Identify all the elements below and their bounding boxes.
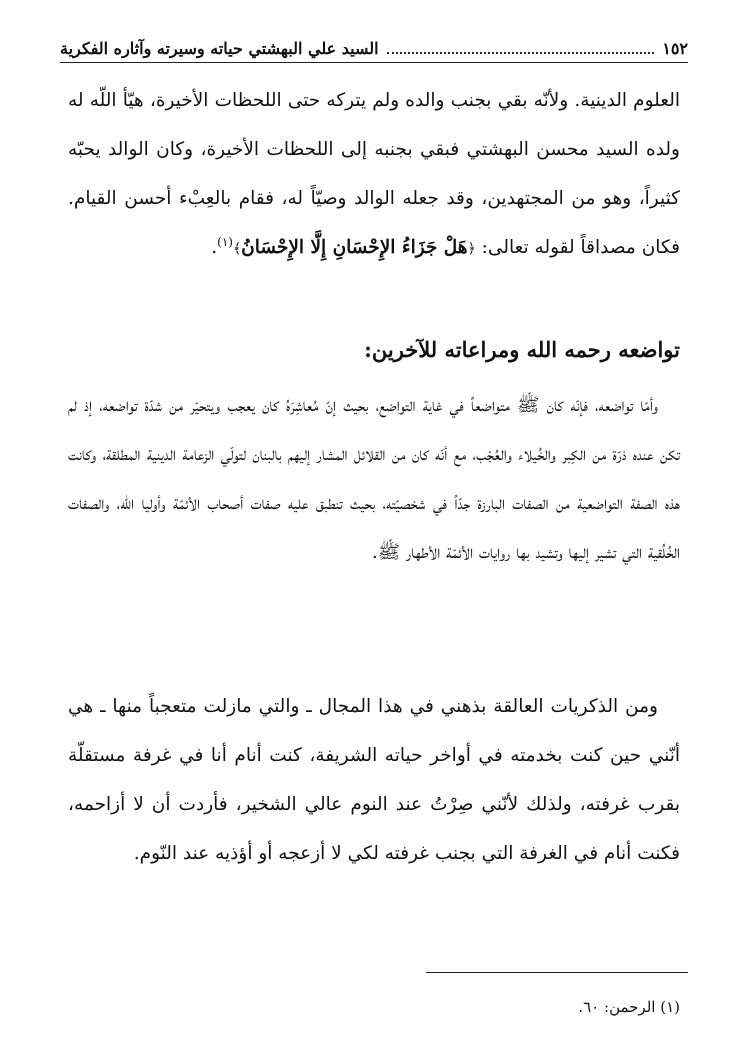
running-header bbox=[60, 34, 688, 62]
paragraph-2: وأمّا تواضعه، فإنّه كان ﷺ متواضعاً في غاية التواضع، بحيث إنّ مُعاشِرَهُ كان يعجب ويتحيّر من شدّة تواضعه، إذ لم تكن عنده ذرّة من الكِبر والخُيلاء والعُجْب، مع أنّه كان من القلائل المشار إليهم بالبنان لتولّي الزعامة الدينية المطلقة، وكانت هذه الصفة التواضعية من الصفات البارزة جدّاً في شخصيّته، بحيث تنطبق عليه صفات أصحاب الأئمّة وأوليا الله، والصفات الخُلُقية التي تشير إليها وتشيد بها روايات الأئمّة الأطهار ﷺ. bbox=[68, 395, 680, 563]
footnote-divider bbox=[426, 972, 688, 973]
paragraph-3: ومن الذكريات العالقة بذهني في هذا المجال ـ والتي مازلت متعجباً منها ـ هي أنّني حين كنت بخدمته في أواخر حياته الشريفة، كنت أنام أنا في غرفة مستقلّة بقرب غرفته، ولذلك لأنّني صِرْتُ عند النوم عالي الشخير، فأردت أن لا أزاحمه، فكنت أنام في الغرفة التي بجنب غرفته لكي لا أزعجه أو أؤذيه عند النّوم. bbox=[68, 696, 680, 864]
paragraph-1-end: . bbox=[211, 237, 218, 258]
paragraph-1 bbox=[68, 76, 680, 274]
page-number: ١٥٢ bbox=[662, 38, 688, 58]
section-heading: تواضعه رحمه الله ومراعاته للآخرين: bbox=[364, 337, 680, 362]
quran-close-bracket: ﴾ bbox=[232, 241, 242, 257]
header-dot-leader bbox=[387, 52, 655, 54]
footnote-reference: (١) bbox=[217, 234, 233, 249]
footnote: (١) الرحمن: ٦٠. bbox=[578, 998, 680, 1016]
running-title: السيد علي البهشتي حياته وسيرته وآثاره الفكرية bbox=[60, 38, 379, 58]
quran-verse: هَلْ جَزَاءُ الإِحْسَانِ إِلَّا الإِحْسَانُ bbox=[241, 237, 468, 258]
header-divider bbox=[60, 62, 688, 63]
quran-open-bracket: ﴿ bbox=[467, 241, 476, 257]
paragraph-1-text: العلوم الدينية. ولأنّه بقي بجنب والده ولم يتركه حتى اللحظات الأخيرة، هيّأ اللّه له ولده السيد محسن البهشتي فبقي بجنبه إلى اللحظات الأخيرة، وكان الوالد يحبّه كثيراً، وهو من المجتهدين، وقد جعله الوالد وصيّاً له، فقام بالعِبْء أحسن القيام. فكان مصداقاً لقوله تعالى: bbox=[68, 90, 680, 258]
